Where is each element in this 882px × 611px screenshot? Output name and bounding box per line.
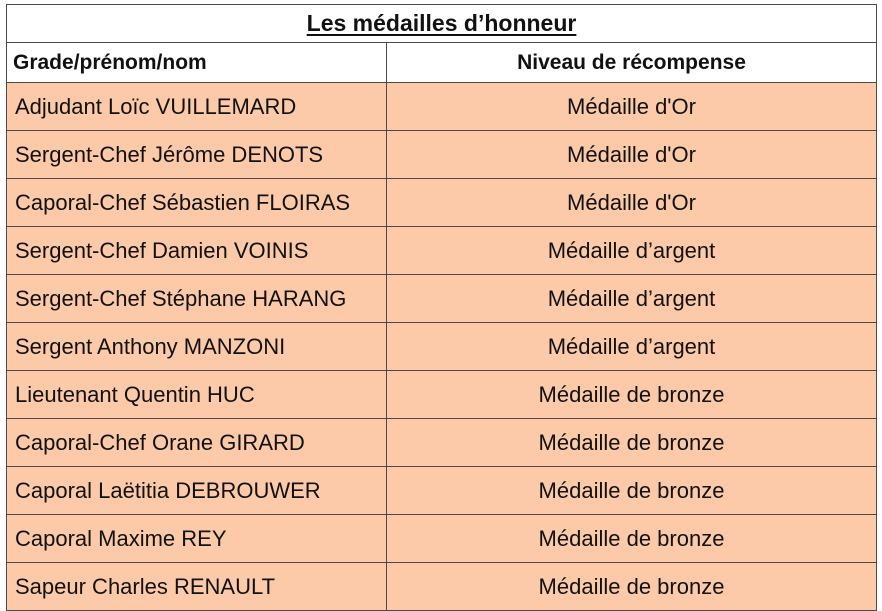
header-row [7,43,877,83]
recipient-name: Caporal Maxime REY [7,515,387,563]
award-level: Médaille d'Or [387,179,877,227]
award-level: Médaille d’argent [387,275,877,323]
recipient-name: Caporal-Chef Orane GIRARD [7,419,387,467]
recipient-name: Sapeur Charles RENAULT [7,563,387,611]
column-header-name: Grade/prénom/nom [7,43,387,83]
table-row [7,563,877,611]
table-row [7,515,877,563]
recipient-name: Sergent-Chef Jérôme DENOTS [7,131,387,179]
recipient-name: Sergent-Chef Damien VOINIS [7,227,387,275]
award-level: Médaille de bronze [387,371,877,419]
table-title-cell [7,5,877,43]
recipient-name: Sergent Anthony MANZONI [7,323,387,371]
recipient-name: Caporal-Chef Sébastien FLOIRAS [7,179,387,227]
recipient-name: Lieutenant Quentin HUC [7,371,387,419]
recipient-name: Sergent-Chef Stéphane HARANG [7,275,387,323]
recipient-name: Caporal Laëtitia DEBROUWER [7,467,387,515]
table-row [7,179,877,227]
table-row [7,227,877,275]
table-title: Les médailles d’honneur [306,10,577,36]
table-row [7,419,877,467]
table-row [7,371,877,419]
award-level: Médaille de bronze [387,467,877,515]
table-row [7,323,877,371]
medals-table [6,4,877,611]
table-row [7,83,877,131]
award-level: Médaille de bronze [387,515,877,563]
table-row [7,467,877,515]
award-level: Médaille de bronze [387,563,877,611]
table-row [7,131,877,179]
award-level: Médaille d’argent [387,323,877,371]
award-level: Médaille d'Or [387,131,877,179]
award-level: Médaille d’argent [387,227,877,275]
award-level: Médaille de bronze [387,419,877,467]
table-row [7,275,877,323]
recipient-name: Adjudant Loïc VUILLEMARD [7,83,387,131]
award-level: Médaille d'Or [387,83,877,131]
column-header-level: Niveau de récompense [387,43,877,83]
